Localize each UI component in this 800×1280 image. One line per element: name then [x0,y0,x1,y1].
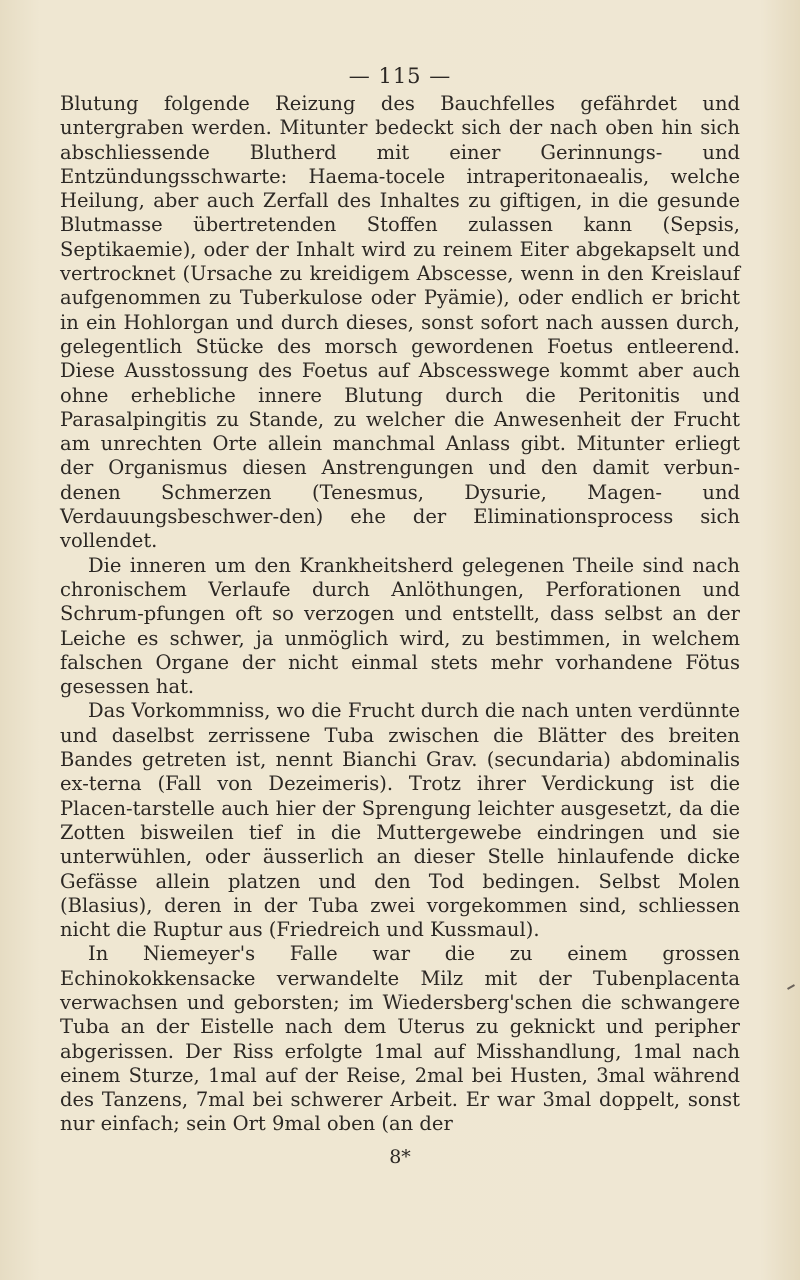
body-text [60,92,740,1137]
paragraph-2: Die inneren um den Krankheitsherd gelegenen Theile sind nach chronischem Verlaufe durch Anlöthungen, Perforationen und Schrum-pfungen oft so verzogen und entstellt, dass selbst an der Leiche es schwer, ja unmöglich wird, zu bestimmen, in welchem falschen Organe der nicht einmal stets mehr vorhandene Fötus gesessen hat. [60,553,740,699]
paragraph-1: Blutung folgende Reizung des Bauchfelles gefährdet und untergraben werden. Mitunter bedeckt sich der nach oben hin sich abschliessende Blutherd mit einer Gerinnungs- und Entzündungsschwarte: Haema-tocele intraperitonaealis, welche Heilung, aber auch Zerfall des Inhaltes zu giftigen, in die gesunde Blutmasse übertretenden Stoffen zulassen kann (Sepsis, Septikaemie), oder der Inhalt wird zu reinem Eiter abgekapselt und vertrocknet (Ursache zu kreidigem Abscesse, wenn in den Kreislauf aufgenommen zu Tuberkulose oder Pyämie), oder endlich er bricht in ein Hohlorgan und durch dieses, sonst sofort nach aussen durch, gelegentlich Stücke des morsch gewordenen Foetus entleerend. Diese Ausstossung des Foetus auf Abscesswege kommt aber auch ohne erhebliche innere Blutung durch die Peritonitis und Parasalpingitis zu Stande, zu welcher die Anwesenheit der Frucht am unrechten Orte allein manchmal Anlass gibt. Mitunter erliegt der Organismus diesen Anstrengungen und den damit verbun-denen Schmerzen (Tenesmus, Dysurie, Magen- und Verdauungsbeschwer-den) ehe der Eliminationsprocess sich vollendet. [60,92,740,553]
margin-mark [787,984,795,990]
signature-mark: 8* [389,1146,411,1168]
page-number-header: — 115 — [348,64,452,88]
paragraph-3: Das Vorkommniss, wo die Frucht durch die nach unten verdünnte und daselbst zerrissene Tuba zwischen die Blätter des breiten Bandes getreten ist, nennt Bianchi Grav. (secundaria) abdominalis ex-terna (Fall von Dezeimeris). Trotz ihrer Verdickung ist die Placen-tarstelle auch hier der Sprengung leichter ausgesetzt, da die Zotten bisweilen tief in die Muttergewebe eindringen und sie unterwühlen, oder äusserlich an dieser Stelle hinlaufende dicke Gefässe allein platzen und den Tod bedingen. Selbst Molen (Blasius), deren in der Tuba zwei vorgekommen sind, schliessen nicht die Ruptur aus (Friedreich und Kussmaul). [60,699,740,942]
paragraph-4: In Niemeyer's Falle war die zu einem grossen Echinokokkensacke verwandelte Milz mit der Tubenplacenta verwachsen und geborsten; im Wiedersberg'schen die schwangere Tuba an der Eistelle nach dem Uterus zu geknickt und peripher abgerissen. Der Riss erfolgte 1mal auf Misshandlung, 1mal nach einem Sturze, 1mal auf der Reise, 2mal bei Husten, 3mal während des Tanzens, 7mal bei schwerer Arbeit. Er war 3mal doppelt, sonst nur einfach; sein Ort 9mal oben (an der [60,942,740,1136]
